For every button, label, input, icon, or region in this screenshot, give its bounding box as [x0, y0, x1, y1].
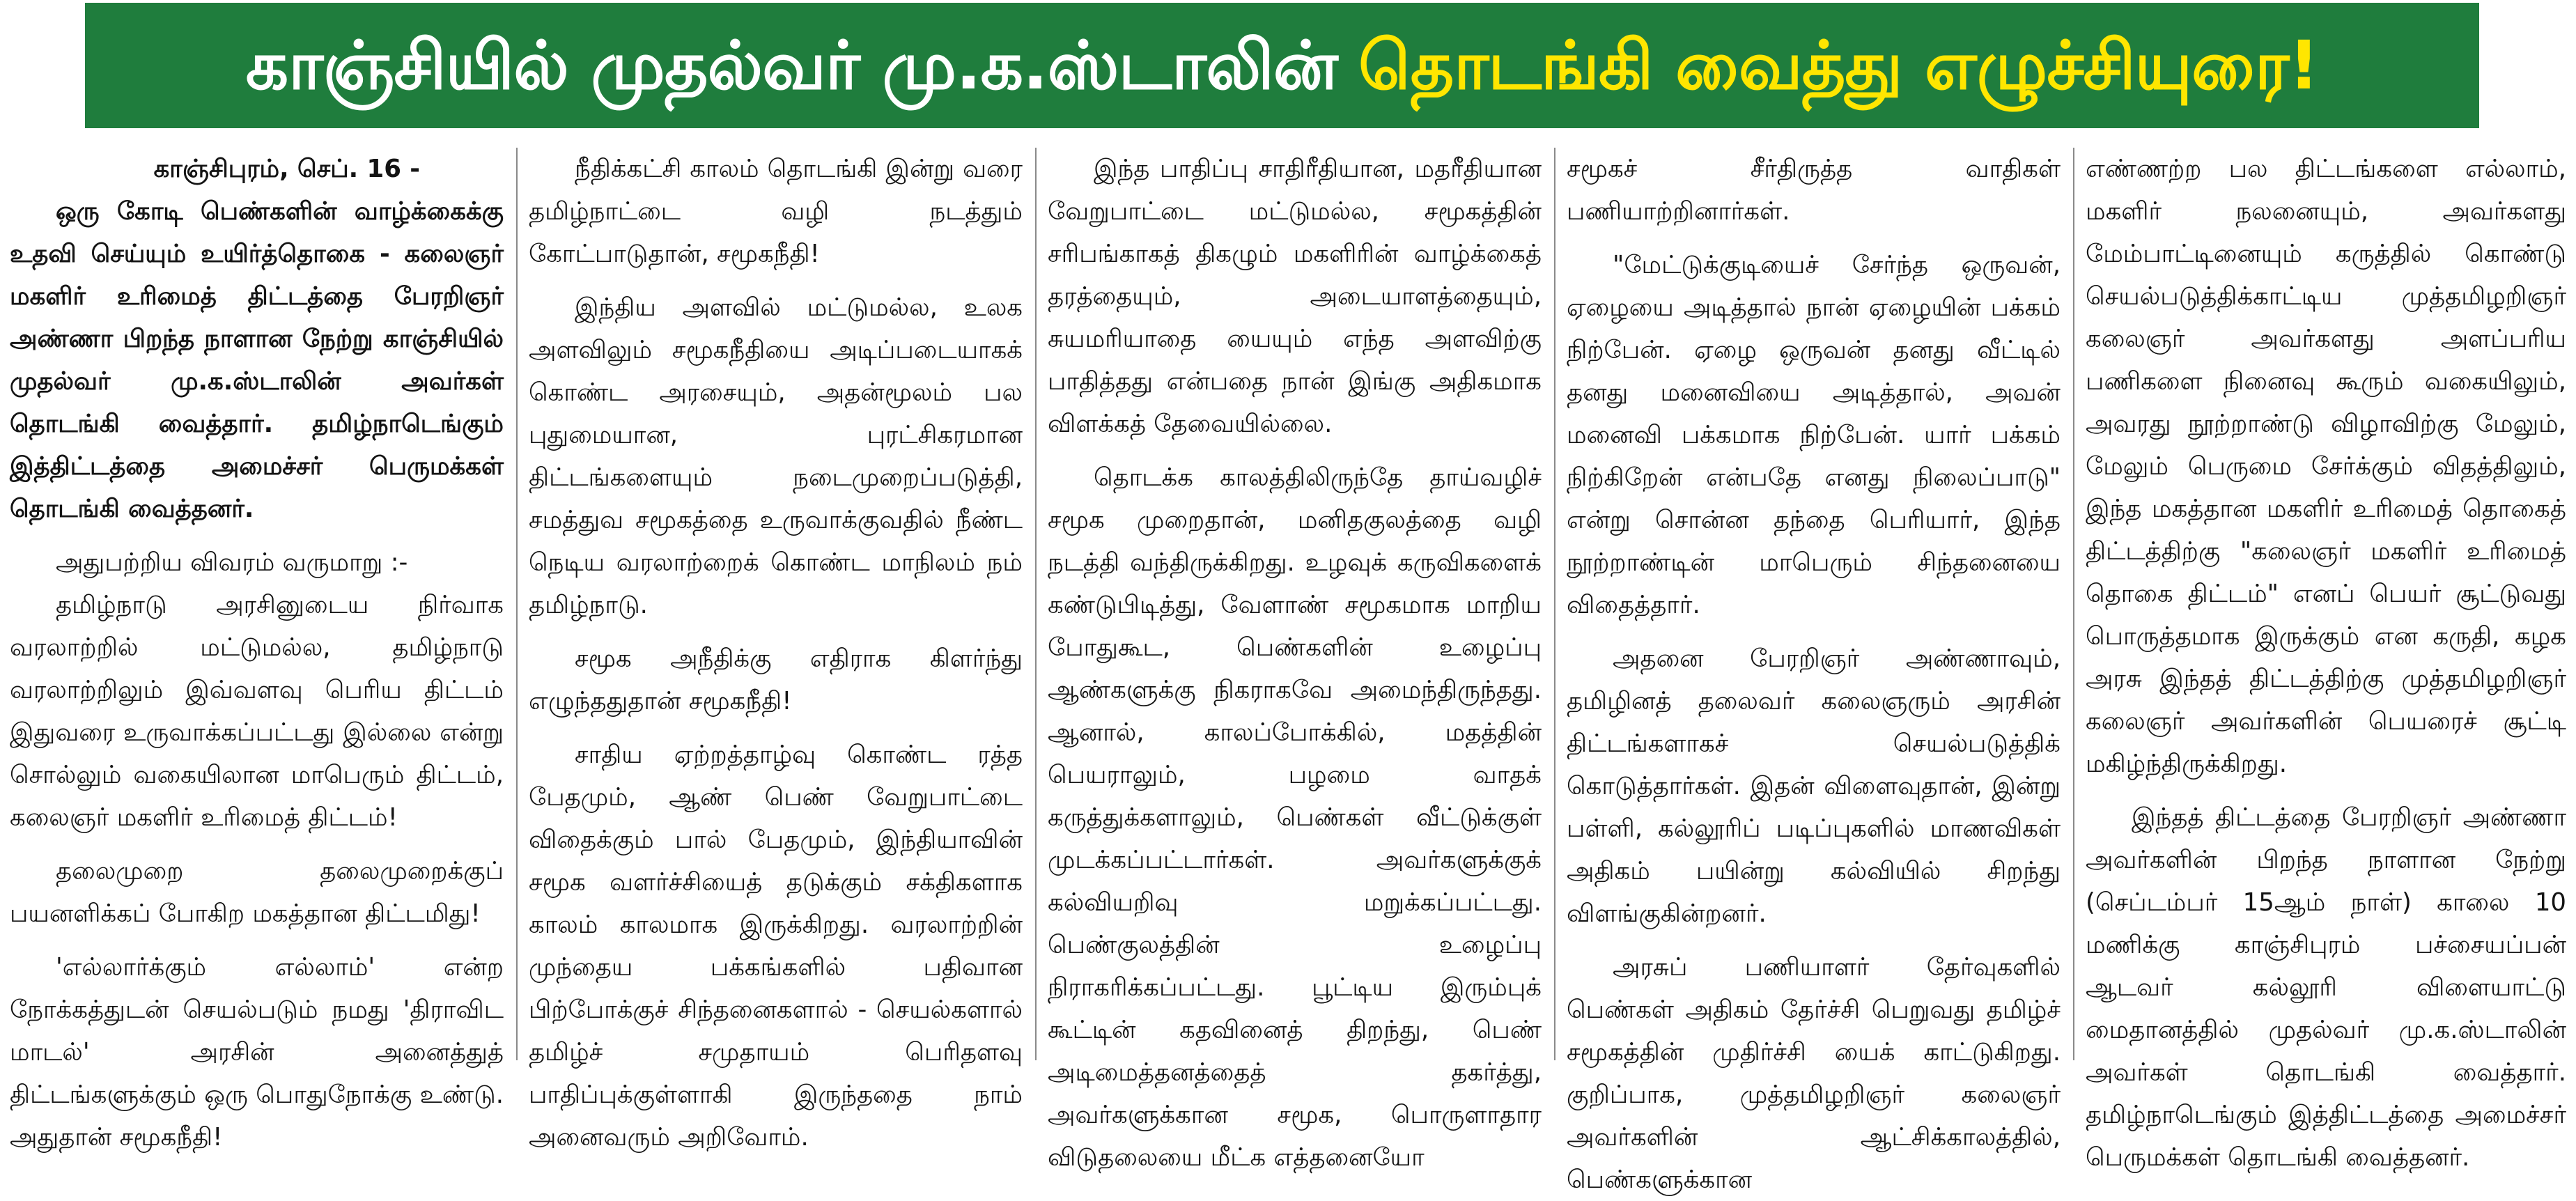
paragraph: சமூகச் சீர்திருத்த வாதிகள் பணியாற்றினார்கள். — [1567, 155, 2061, 226]
paragraph: "மேட்டுக்குடியைச் சேர்ந்த ஒருவன், ஏழையை அடித்தால் நான் ஏழையின் பக்கம் நிற்பேன். ஏழை ஒருவன் தனது வீட்டில் தனது மனைவியை அடித்தால், அவன் மனைவி பக்கமாக நிற்பேன். யார் பக்கம் நிற்கிறேன் என்பதே எனது நிலைப்பாடு" என்று சொன்ன தந்தை பெரியார், இந்த நூற்றாண்டின் மாபெரும் சிந்தனையை விதைத்தார். — [1567, 251, 2061, 619]
paragraph: இந்திய அளவில் மட்டுமல்ல, உலக அளவிலும் சமூகநீதியை அடிப்படையாகக் கொண்ட அரசையும், அதன்மூலம் பல புதுமையான, புரட்சிகரமான திட்டங்களையும் நடைமுறைப்படுத்தி, சமத்துவ சமூகத்தை உருவாக்குவதில் நீண்ட நெடிய வரலாற்றைக் கொண்ட மாநிலம் நம் தமிழ்நாடு. — [529, 293, 1023, 619]
paragraph: தொடக்க காலத்திலிருந்தே தாய்வழிச் சமூக முறைதான், மனிதகுலத்தை வழி நடத்தி வந்திருக்கிறது. உழவுக் கருவிகளைக் கண்டுபிடித்து, வேளாண் சமூகமாக மாறிய போதுகூட, பெண்களின் உழைப்பு ஆண்களுக்கு நிகராகவே அமைந்திருந்தது. ஆனால், காலப்போக்கில், மதத்தின் பெயராலும், பழமை வாதக் கருத்துக்களாலும், பெண்கள் வீட்டுக்குள் முடக்கப்பட்டார்கள். அவர்களுக்குக் கல்வியறிவு மறுக்கப்பட்டது. பெண்குலத்தின் உழைப்பு நிராகரிக்கப்பட்டது. பூட்டிய இரும்புக் கூட்டின் கதவினைத் திறந்து, பெண் அடிமைத்தனத்தைத் தகர்த்து, அவர்களுக்கான சமூக, பொருளாதார விடுதலையை மீட்க எத்தனையோ — [1048, 463, 1542, 1172]
paragraph: சாதிய ஏற்றத்தாழ்வு கொண்ட ரத்த பேதமும், ஆண் பெண் வேறுபாட்டை விதைக்கும் பால் பேதமும், இந்தியாவின் சமூக வளர்ச்சியைத் தடுக்கும் சக்திகளாக காலம் காலமாக இருக்கிறது. வரலாற்றின் முந்தைய பக்கங்களில் பதிவான பிற்போக்குச் சிந்தனைகளால் - செயல்களால் தமிழ்ச் சமுதாயம் பெரிதளவு பாதிப்புக்குள்ளாகி இருந்ததை நாம் அனைவரும் அறிவோம். — [529, 741, 1023, 1152]
paragraph: அரசுப் பணியாளர் தேர்வுகளில் பெண்கள் அதிகம் தேர்ச்சி பெறுவது தமிழ்ச் சமூகத்தின் முதிர்ச்சி யைக் காட்டுகிறது. குறிப்பாக, முத்தமிழறிஞர் கலைஞர் அவர்களின் ஆட்சிக்காலத்தில், பெண்களுக்கான — [1567, 953, 2061, 1194]
paragraph: அதனை பேரறிஞர் அண்ணாவும், தமிழினத் தலைவர் கலைஞரும் அரசின் திட்டங்களாகச் செயல்படுத்திக் கொடுத்தார்கள். இதன் விளைவுதான், இன்று பள்ளி, கல்லூரிப் படிப்புகளில் மாணவிகள் அதிகம் பயின்று கல்வியில் சிறந்து விளங்குகின்றனர். — [1567, 644, 2061, 928]
paragraph: இந்தத் திட்டத்தை பேரறிஞர் அண்ணா அவர்களின் பிறந்த நாளான நேற்று (செப்டம்பர் 15ஆம் நாள்) காலை 10 மணிக்கு காஞ்சிபுரம் பச்சையப்பன் ஆடவர் கல்லூரி விளையாட்டு மைதானத்தில் முதல்வர் மு.க.ஸ்டாலின் அவர்கள் தொடங்கி வைத்தார். தமிழ்நாடெங்கும் இத்திட்டத்தை அமைச்சர் பெருமக்கள் தொடங்கி வைத்தனர். — [2086, 803, 2566, 1172]
headline-banner — [85, 3, 2479, 128]
paragraph: தமிழ்நாடு அரசினுடைய நிர்வாக வரலாற்றில் மட்டுமல்ல, தமிழ்நாடு வரலாற்றிலும் இவ்வளவு பெரிய திட்டம் இதுவரை உருவாக்கப்பட்டது இல்லை என்று சொல்லும் வகையிலான மாபெரும் திட்டம், கலைஞர் மகளிர் உரிமைத் திட்டம்! — [10, 591, 504, 832]
column-divider — [2073, 148, 2074, 1060]
article-column-2 — [519, 148, 1032, 1152]
paragraph: தலைமுறை தலைமுறைக்குப் பயனளிக்கப் போகிற மகத்தான திட்டமிது! — [10, 857, 504, 928]
article-body — [0, 148, 2576, 1194]
headline-part-2: தொடங்கி வைத்து எழுச்சியுரை! — [1358, 26, 2319, 104]
article-column-1 — [0, 148, 513, 1152]
paragraph: அதுபற்றிய விவரம் வருமாறு :- — [56, 548, 408, 577]
paragraph: சமூக அநீதிக்கு எதிராக கிளர்ந்து எழுந்ததுதான் சமூகநீதி! — [529, 644, 1023, 715]
column-divider — [1554, 148, 1555, 1060]
dateline: காஞ்சிபுரம், செப். 16 - — [153, 155, 420, 183]
article-column-5 — [2076, 148, 2576, 1172]
article-column-3 — [1038, 148, 1551, 1172]
column-divider — [516, 148, 518, 1060]
paragraph: எண்ணற்ற பல திட்டங்களை எல்லாம், மகளிர் நலனையும், அவர்களது மேம்பாட்டினையும் கருத்தில் கொண்டு செயல்படுத்திக்காட்டிய முத்தமிழறிஞர் கலைஞர் அவர்களது அளப்பரிய பணிகளை நினைவு கூரும் வகையிலும், அவரது நூற்றாண்டு விழாவிற்கு மேலும், மேலும் பெருமை சேர்க்கும் விதத்திலும், இந்த மகத்தான மகளிர் உரிமைத் தொகைத் திட்டத்திற்கு "கலைஞர் மகளிர் உரிமைத் தொகை திட்டம்" எனப் பெயர் சூட்டுவது பொருத்தமாக இருக்கும் என கருதி, கழக அரசு இந்தத் திட்டத்திற்கு முத்தமிழறிஞர் கலைஞர் அவர்களின் பெயரைச் சூட்டி மகிழ்ந்திருக்கிறது. — [2086, 155, 2566, 778]
article-intro: ஒரு கோடி பெண்களின் வாழ்க்கைக்கு உதவி செய்யும் உயிர்த்தொகை - கலைஞர் மகளிர் உரிமைத் திட்டத்தை பேரறிஞர் அண்ணா பிறந்த நாளான நேற்று காஞ்சியில் முதல்வர் மு.க.ஸ்டாலின் அவர்கள் தொடங்கி வைத்தார். தமிழ்நாடெங்கும் இத்திட்டத்தை அமைச்சர் பெருமக்கள் தொடங்கி வைத்தனர். — [10, 197, 504, 523]
headline-part-1: காஞ்சியில் முதல்வர் மு.க.ஸ்டாலின் — [245, 26, 1338, 104]
paragraph: நீதிக்கட்சி காலம் தொடங்கி இன்று வரை தமிழ்நாட்டை வழி நடத்தும் கோட்பாடுதான், சமூகநீதி! — [529, 155, 1023, 268]
column-divider — [1035, 148, 1037, 1060]
article-column-4 — [1557, 148, 2070, 1194]
paragraph: இந்த பாதிப்பு சாதிரீதியான, மதரீதியான வேறுபாட்டை மட்டுமல்ல, சமூகத்தின் சரிபங்காகத் திகழும் மகளிரின் வாழ்க்கைத் தரத்தையும், அடையாளத்தையும், சுயமரியாதை யையும் எந்த அளவிற்கு பாதித்தது என்பதை நான் இங்கு அதிகமாக விளக்கத் தேவையில்லை. — [1048, 155, 1542, 438]
paragraph: 'எல்லார்க்கும் எல்லாம்' என்ற நோக்கத்துடன் செயல்படும் நமது 'திராவிட மாடல்' அரசின் அனைத்துத் திட்டங்களுக்கும் ஒரு பொதுநோக்கு உண்டு. அதுதான் சமூகநீதி! — [10, 953, 504, 1152]
